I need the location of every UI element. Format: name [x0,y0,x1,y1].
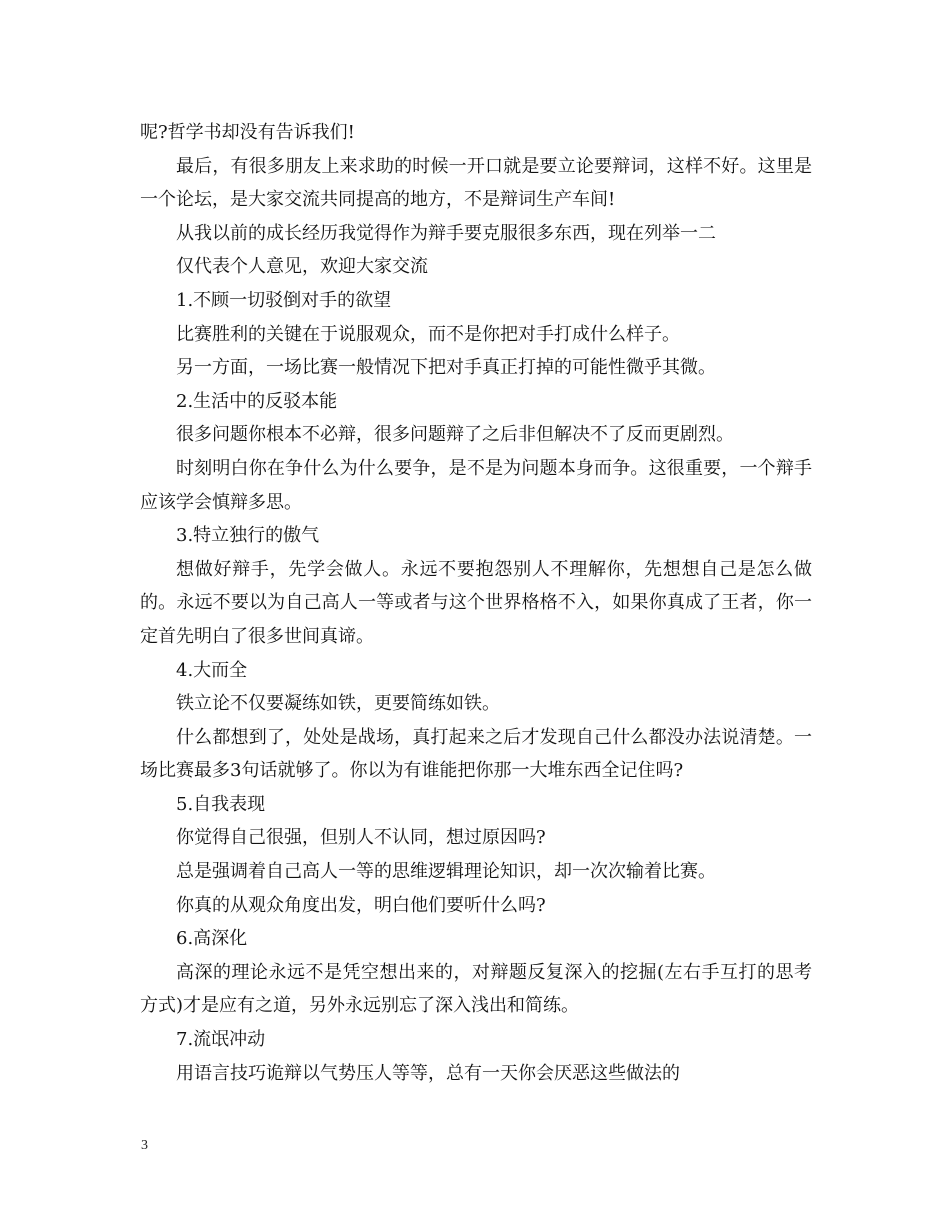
paragraph: 总是强调着自己高人一等的思维逻辑理论知识，却一次次输着比赛。 [176,861,716,883]
paragraph: 比赛胜利的关键在于说服观众，而不是你把对手打成什么样子。 [176,323,680,345]
list-heading: 4.大而全 [176,659,248,681]
list-heading: 7.流氓冲动 [176,1029,266,1051]
paragraph: 呢?哲学书却没有告诉我们! [140,122,355,143]
list-heading: 2.生活中的反驳本能 [176,390,338,412]
list-heading: 3.特立独行的傲气 [176,525,320,547]
paragraph: 时刻明白你在争什么为什么要争，是不是为问题本身而争。这很重要，一个辩手应该学会慎辩多思。 [140,457,812,513]
paragraph: 从我以前的成长经历我觉得作为辩手要克服很多东西，现在列举一二 [176,222,716,244]
document-body [140,116,812,1090]
paragraph: 你觉得自己很强，但别人不认同，想过原因吗? [176,827,546,849]
paragraph: 最后，有很多朋友上来求助的时候一开口就是要立论要辩词，这样不好。这里是一个论坛，是大家交流共同提高的地方，不是辩词生产车间! [140,155,812,211]
list-heading: 5.自我表现 [176,793,266,815]
list-heading: 1.不顾一切驳倒对手的欲望 [176,289,392,311]
paragraph: 用语言技巧诡辩以气势压人等等，总有一天你会厌恶这些做法的 [176,1062,680,1084]
paragraph: 你真的从观众角度出发，明白他们要听什么吗? [176,894,546,916]
page-number: 3 [141,1138,148,1153]
list-heading: 6.高深化 [176,928,248,950]
paragraph: 什么都想到了，处处是战场，真打起来之后才发现自己什么都没办法说清楚。一场比赛最多3句话就够了。你以为有谁能把你那一大堆东西全记住吗? [140,726,812,782]
paragraph: 高深的理论永远不是凭空想出来的，对辩题反复深入的挖掘(左右手互打的思考方式)才是应有之道，另外永远别忘了深入浅出和简练。 [140,961,812,1017]
paragraph: 另一方面，一场比赛一般情况下把对手真正打掉的可能性微乎其微。 [176,357,716,379]
paragraph: 很多问题你根本不必辩，很多问题辩了之后非但解决不了反而更剧烈。 [176,424,734,446]
paragraph: 仅代表个人意见，欢迎大家交流 [176,256,428,278]
paragraph: 铁立论不仅要凝练如铁，更要简练如铁。 [176,693,500,715]
paragraph: 想做好辩手，先学会做人。永远不要抱怨别人不理解你，先想想自己是怎么做的。永远不要以为自己高人一等或者与这个世界格格不入，如果你真成了王者，你一定首先明白了很多世间真谛。 [140,558,812,647]
